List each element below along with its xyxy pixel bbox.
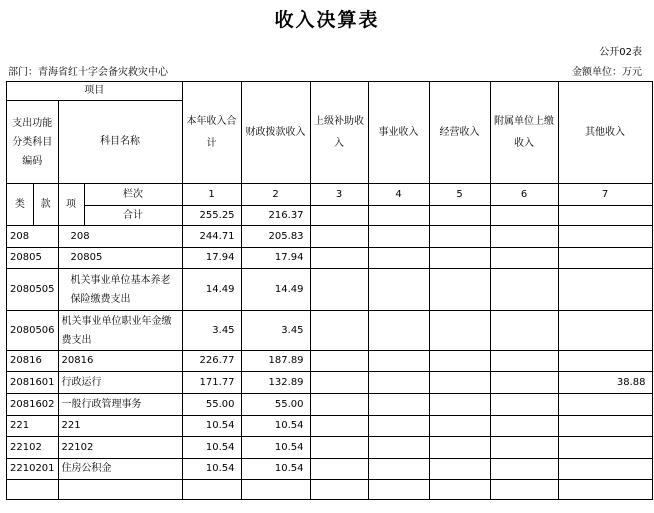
department-label: 部门：青海省红十字会备灾救灾中心 — [8, 67, 168, 78]
row-fiscal: 14.49 — [241, 269, 310, 311]
table-row — [7, 226, 653, 248]
col-num: 5 — [429, 184, 490, 206]
row-total: 10.54 — [182, 416, 241, 437]
row-code: 22102 — [7, 437, 59, 459]
col-num: 1 — [182, 184, 241, 206]
total-income-value: 255.25 — [182, 206, 241, 226]
table-row — [7, 248, 653, 269]
table-row — [7, 459, 653, 480]
row-name: 机关事业单位基本养老保险缴费支出 — [58, 269, 182, 311]
row-other — [558, 248, 652, 269]
row-fiscal: 55.00 — [241, 394, 310, 416]
col-num: 3 — [310, 184, 368, 206]
row-code: 20805 — [7, 248, 59, 269]
row-name: 机关事业单位职业年金缴费支出 — [58, 311, 182, 351]
subject-name-header: 科目名称 — [58, 101, 182, 184]
row-code: 208 — [7, 226, 59, 248]
row-other — [558, 269, 652, 311]
row-other — [558, 226, 652, 248]
row-fiscal: 10.54 — [241, 437, 310, 459]
row-total: 3.45 — [182, 311, 241, 351]
row-other — [558, 311, 652, 351]
row-name: 住房公积金 — [58, 459, 182, 480]
form-code: 公开02表 — [599, 47, 642, 58]
row-fiscal: 187.89 — [241, 351, 310, 372]
row-fiscal: 3.45 — [241, 311, 310, 351]
row-fiscal: 10.54 — [241, 416, 310, 437]
row-code: 20816 — [7, 351, 59, 372]
column-order-label: 栏次 — [84, 184, 182, 206]
table-row — [7, 437, 653, 459]
row-code: 2210201 — [7, 459, 59, 480]
table-row — [7, 394, 653, 416]
row-code: 221 — [7, 416, 59, 437]
row-total: 244.71 — [182, 226, 241, 248]
row-total: 55.00 — [182, 394, 241, 416]
row-other — [558, 394, 652, 416]
operating-header: 经营收入 — [429, 82, 490, 184]
unit-label: 金额单位：万元 — [572, 67, 642, 78]
total-fiscal-value: 216.37 — [241, 206, 310, 226]
row-total: 10.54 — [182, 459, 241, 480]
table-row — [7, 311, 653, 351]
fiscal-header: 财政拨款收入 — [241, 82, 310, 184]
table-row — [7, 269, 653, 311]
total-label: 合计 — [84, 206, 182, 226]
row-code: 2080506 — [7, 311, 59, 351]
row-fiscal: 132.89 — [241, 372, 310, 394]
row-code: 2080505 — [7, 269, 59, 311]
row-name: 208 — [58, 226, 182, 248]
row-total: 17.94 — [182, 248, 241, 269]
row-fiscal: 10.54 — [241, 459, 310, 480]
page-title: 收入决算表 — [274, 9, 380, 31]
row-total: 10.54 — [182, 437, 241, 459]
col-num: 2 — [241, 184, 310, 206]
row-fiscal: 205.83 — [241, 226, 310, 248]
other-header: 其他收入 — [558, 82, 652, 184]
row-code: 2081601 — [7, 372, 59, 394]
business-header: 事业收入 — [368, 82, 429, 184]
row-other — [558, 437, 652, 459]
row-other — [558, 459, 652, 480]
row-name: 行政运行 — [58, 372, 182, 394]
row-name: 一般行政管理事务 — [58, 394, 182, 416]
row-other: 38.88 — [558, 372, 652, 394]
total-income-header: 本年收入合计 — [182, 82, 241, 184]
lei-header: 类 — [7, 184, 34, 226]
affiliated-header: 附属单位上缴收入 — [490, 82, 558, 184]
income-table — [6, 81, 653, 500]
row-fiscal: 17.94 — [241, 248, 310, 269]
xiang-header: 项 — [58, 184, 84, 226]
table-row — [7, 351, 653, 372]
table-row — [7, 416, 653, 437]
table-row — [7, 372, 653, 394]
row-name: 20805 — [58, 248, 182, 269]
superior-header: 上级补助收入 — [310, 82, 368, 184]
col-num: 6 — [490, 184, 558, 206]
row-other — [558, 351, 652, 372]
row-name: 22102 — [58, 437, 182, 459]
col-num: 4 — [368, 184, 429, 206]
table-row-empty — [7, 480, 653, 500]
func-code-header: 支出功能分类科目编码 — [7, 101, 59, 184]
kuan-header: 款 — [33, 184, 58, 226]
row-name: 20816 — [58, 351, 182, 372]
row-total: 171.77 — [182, 372, 241, 394]
row-code: 2081602 — [7, 394, 59, 416]
row-total: 14.49 — [182, 269, 241, 311]
row-total: 226.77 — [182, 351, 241, 372]
item-header: 项目 — [7, 82, 183, 101]
row-name: 221 — [58, 416, 182, 437]
col-num: 7 — [558, 184, 652, 206]
row-other — [558, 416, 652, 437]
